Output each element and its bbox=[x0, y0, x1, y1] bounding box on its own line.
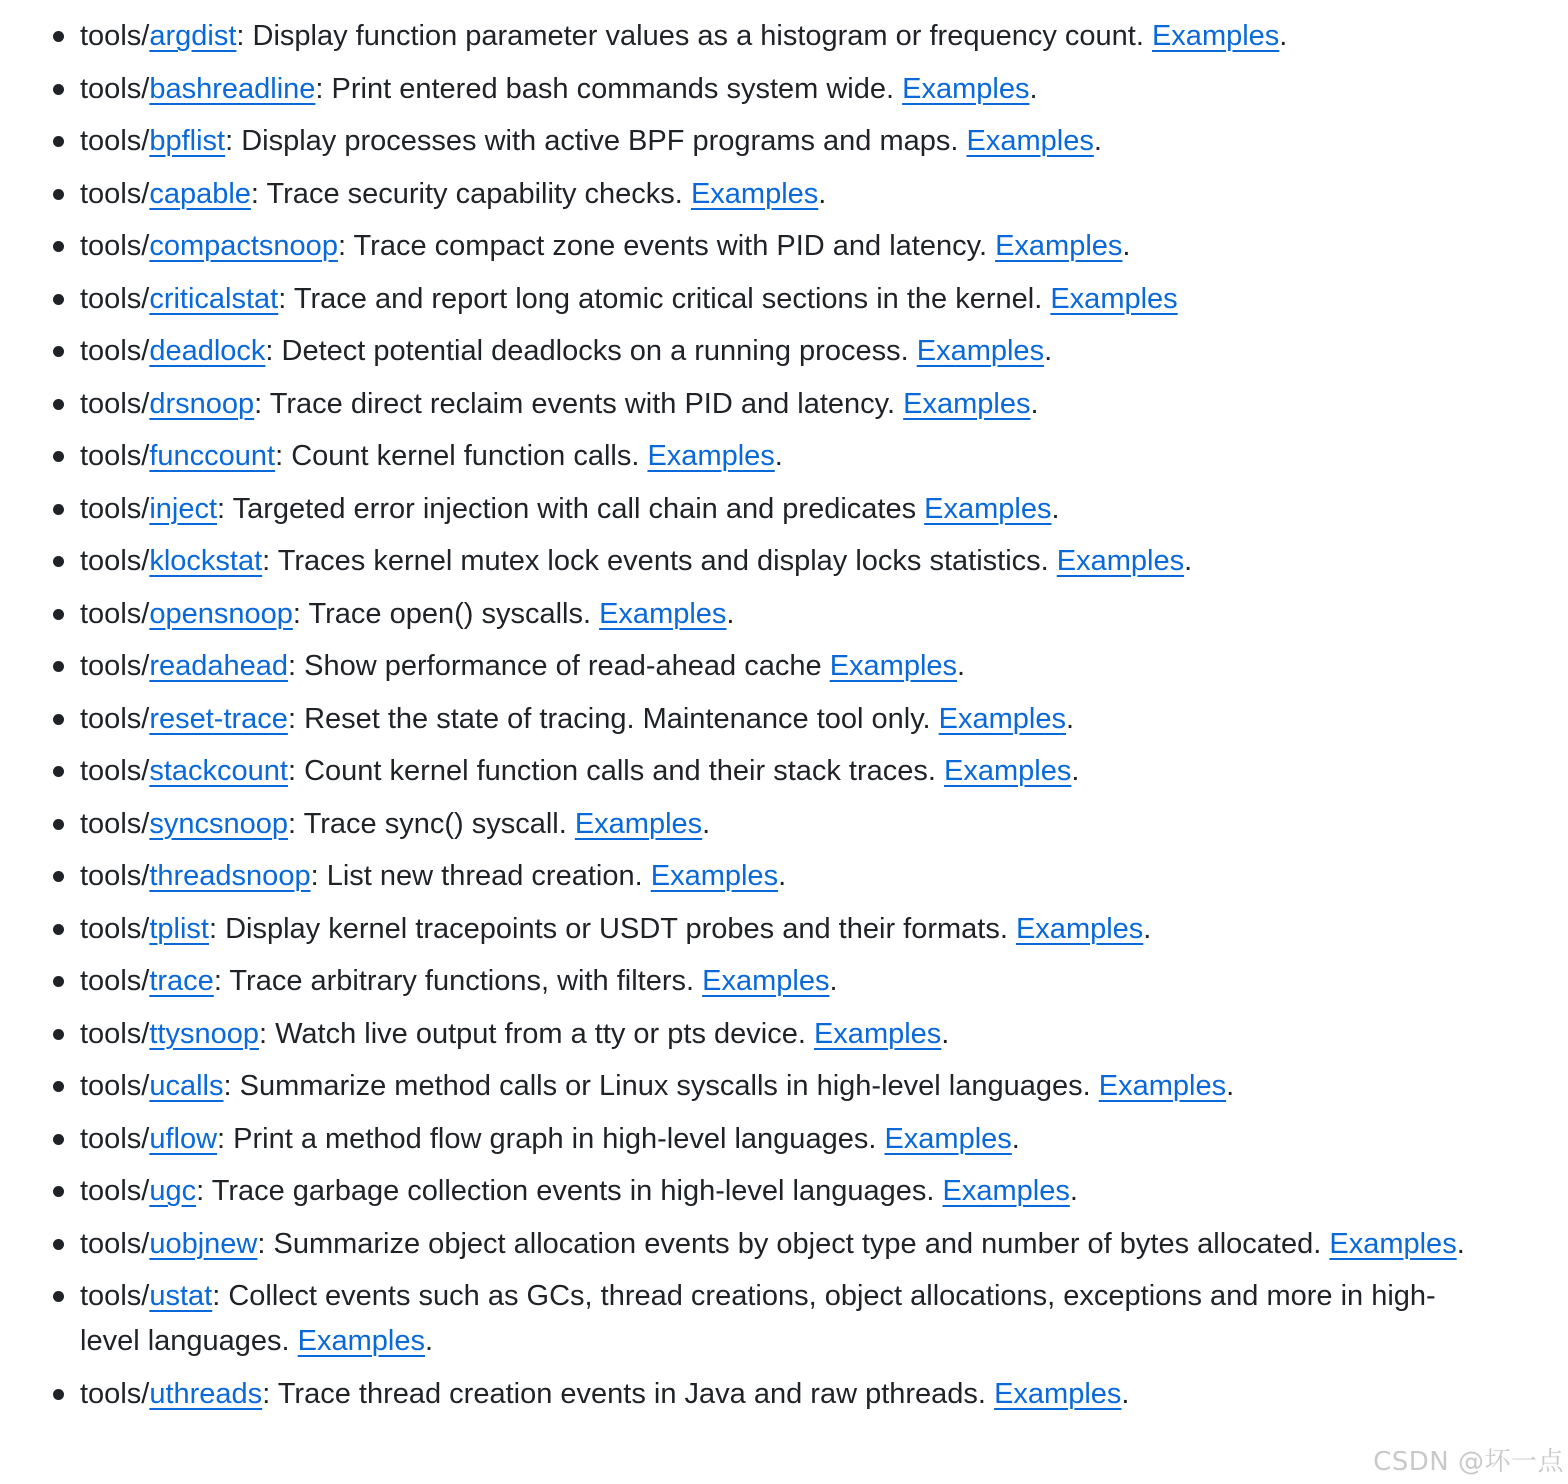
item-end: . bbox=[818, 177, 827, 210]
colon: : bbox=[278, 282, 294, 315]
list-item bbox=[0, 592, 1568, 637]
tool-link[interactable]: funccount bbox=[149, 440, 276, 472]
list-item bbox=[0, 382, 1568, 427]
list-item bbox=[0, 854, 1568, 899]
tool-description: Trace arbitrary functions, with filters. bbox=[229, 965, 695, 997]
tool-prefix: tools/ bbox=[80, 387, 150, 420]
tool-link[interactable]: uobjnew bbox=[149, 1227, 258, 1260]
tool-description: Display function parameter values as a histogram or frequency count. bbox=[252, 20, 1144, 52]
examples-link[interactable]: Examples bbox=[994, 1377, 1122, 1410]
bullet-icon bbox=[53, 31, 64, 42]
tool-description: Trace security capability checks. bbox=[266, 177, 683, 210]
examples-link[interactable]: Examples bbox=[599, 597, 727, 630]
tool-link[interactable]: bashreadline bbox=[149, 72, 316, 105]
tool-description: Detect potential deadlocks on a running process. bbox=[281, 335, 909, 367]
examples-link[interactable]: Examples bbox=[1050, 282, 1178, 315]
colon: : bbox=[236, 20, 253, 52]
bullet-icon bbox=[53, 556, 64, 567]
list-item bbox=[0, 277, 1568, 322]
colon: : bbox=[287, 702, 305, 735]
tool-prefix: tools/ bbox=[80, 912, 150, 945]
tool-link[interactable]: compactsnoop bbox=[149, 230, 338, 262]
item-end: . bbox=[702, 807, 711, 840]
list-item bbox=[0, 907, 1568, 952]
tool-description: Print entered bash commands system wide. bbox=[331, 72, 895, 105]
item-end: . bbox=[1143, 912, 1152, 945]
item-end: . bbox=[1029, 72, 1038, 105]
tool-link[interactable]: opensnoop bbox=[149, 597, 293, 630]
tool-link[interactable]: ustat bbox=[149, 1280, 213, 1312]
tool-description: Show performance of read-ahead cache bbox=[304, 650, 822, 682]
bullet-icon bbox=[53, 451, 64, 462]
bullet-icon bbox=[53, 1239, 64, 1250]
examples-link[interactable]: Examples bbox=[574, 807, 703, 840]
tool-prefix: tools/ bbox=[80, 230, 150, 262]
tool-link[interactable]: threadsnoop bbox=[149, 860, 311, 892]
examples-link[interactable]: Examples bbox=[829, 650, 958, 682]
examples-link[interactable]: Examples bbox=[1015, 912, 1144, 945]
tool-description: Watch live output from a tty or pts device. bbox=[275, 1017, 806, 1050]
bullet-icon bbox=[53, 399, 64, 410]
colon: : bbox=[217, 492, 233, 525]
item-end: . bbox=[1226, 1070, 1235, 1102]
colon: : bbox=[288, 650, 305, 682]
colon: : bbox=[213, 965, 230, 997]
watermark: CSDN @坏一点 bbox=[1373, 1447, 1564, 1477]
tool-prefix: tools/ bbox=[80, 282, 150, 315]
list-item bbox=[0, 224, 1568, 269]
examples-link[interactable]: Examples bbox=[903, 387, 1031, 420]
examples-link[interactable]: Examples bbox=[650, 860, 779, 892]
item-end: . bbox=[1122, 230, 1131, 262]
colon: : bbox=[315, 72, 332, 105]
list-item bbox=[0, 539, 1568, 584]
item-end: . bbox=[1121, 1377, 1130, 1410]
list-item bbox=[0, 1372, 1568, 1417]
bullet-icon bbox=[53, 714, 64, 725]
bullet-icon bbox=[53, 84, 64, 95]
tool-description: Count kernel function calls and their stack traces. bbox=[304, 755, 936, 787]
examples-link[interactable]: Examples bbox=[690, 177, 819, 210]
bullet-icon bbox=[53, 189, 64, 200]
bullet-icon bbox=[53, 1186, 64, 1197]
colon: : bbox=[262, 1377, 278, 1410]
item-end: . bbox=[1066, 702, 1075, 735]
examples-link[interactable]: Examples bbox=[1151, 20, 1280, 52]
examples-link[interactable]: Examples bbox=[944, 755, 1072, 787]
bullet-icon bbox=[53, 976, 64, 987]
colon: : bbox=[257, 1227, 274, 1260]
tool-description: Trace thread creation events in Java and raw pthreads. bbox=[277, 1377, 986, 1410]
examples-link[interactable]: Examples bbox=[938, 702, 1066, 735]
examples-link[interactable]: Examples bbox=[966, 125, 1094, 157]
examples-link[interactable]: Examples bbox=[995, 230, 1123, 262]
tool-prefix: tools/ bbox=[80, 755, 150, 787]
item-end: . bbox=[774, 440, 783, 472]
tool-link[interactable]: deadlock bbox=[149, 335, 266, 367]
tool-description: Summarize object allocation events by object type and number of bytes allocated. bbox=[273, 1227, 1322, 1260]
tool-prefix: tools/ bbox=[80, 125, 150, 157]
examples-link[interactable]: Examples bbox=[297, 1325, 425, 1357]
list-item bbox=[0, 1274, 1568, 1364]
list-item bbox=[0, 1169, 1568, 1214]
bullet-icon bbox=[53, 609, 64, 620]
list-item bbox=[0, 14, 1568, 59]
bullet-icon bbox=[53, 871, 64, 882]
list-item bbox=[0, 959, 1568, 1004]
tool-description: Count kernel function calls. bbox=[291, 440, 640, 472]
colon: : bbox=[265, 335, 282, 367]
list-item bbox=[0, 172, 1568, 217]
examples-link[interactable]: Examples bbox=[813, 1017, 942, 1050]
tool-link[interactable]: trace bbox=[149, 965, 214, 997]
bullet-icon bbox=[53, 346, 64, 357]
bullet-icon bbox=[53, 766, 64, 777]
item-end: . bbox=[1044, 335, 1053, 367]
list-item bbox=[0, 644, 1568, 689]
list-item bbox=[0, 802, 1568, 847]
tool-link[interactable]: criticalstat bbox=[149, 282, 279, 315]
tool-description: Trace garbage collection events in high-level languages. bbox=[211, 1175, 935, 1207]
tool-description: Trace direct reclaim events with PID and latency. bbox=[269, 387, 896, 420]
tool-link[interactable]: inject bbox=[149, 492, 218, 525]
item-end: . bbox=[941, 1017, 950, 1050]
tool-prefix: tools/ bbox=[80, 965, 150, 997]
bullet-icon bbox=[53, 1291, 64, 1302]
list-item bbox=[0, 329, 1568, 374]
colon: : bbox=[262, 545, 278, 577]
item-end: . bbox=[829, 965, 838, 997]
item-end: . bbox=[1011, 1122, 1020, 1155]
tool-link[interactable]: reset-trace bbox=[149, 702, 288, 735]
colon: : bbox=[217, 1122, 234, 1155]
item-end: . bbox=[726, 597, 735, 630]
bullet-icon bbox=[53, 924, 64, 935]
tool-prefix: tools/ bbox=[80, 1070, 150, 1102]
examples-link[interactable]: Examples bbox=[924, 492, 1052, 525]
tool-link[interactable]: stackcount bbox=[149, 755, 288, 787]
bullet-icon bbox=[53, 1081, 64, 1092]
tool-link[interactable]: syncsnoop bbox=[149, 807, 288, 840]
tool-prefix: tools/ bbox=[80, 1280, 150, 1312]
tool-link[interactable]: capable bbox=[149, 177, 251, 210]
tool-prefix: tools/ bbox=[80, 1377, 150, 1410]
tool-description: Display kernel tracepoints or USDT probes and their formats. bbox=[225, 912, 1008, 945]
tool-description: Trace compact zone events with PID and latency. bbox=[353, 230, 988, 262]
item-end: . bbox=[1071, 755, 1080, 787]
tool-description: Print a method flow graph in high-level languages. bbox=[233, 1122, 877, 1155]
tool-description: Targeted error injection with call chain and predicates bbox=[232, 492, 917, 525]
colon: : bbox=[223, 1070, 240, 1102]
tool-link[interactable]: uflow bbox=[149, 1122, 218, 1155]
item-end: . bbox=[1093, 125, 1102, 157]
colon: : bbox=[225, 125, 242, 157]
colon: : bbox=[212, 1280, 229, 1312]
tool-description: Traces kernel mutex lock events and display locks statistics. bbox=[277, 545, 1049, 577]
colon: : bbox=[287, 755, 305, 787]
tool-description: Reset the state of tracing. Maintenance tool only. bbox=[304, 702, 931, 735]
colon: : bbox=[275, 440, 292, 472]
bullet-icon bbox=[53, 819, 64, 830]
list-item bbox=[0, 67, 1568, 112]
list-item bbox=[0, 749, 1568, 794]
item-end: . bbox=[425, 1325, 434, 1357]
tool-link[interactable]: uthreads bbox=[149, 1377, 263, 1410]
tool-description: Summarize method calls or Linux syscalls in high-level languages. bbox=[239, 1070, 1091, 1102]
list-item bbox=[0, 1064, 1568, 1109]
examples-link[interactable]: Examples bbox=[942, 1175, 1070, 1207]
tool-prefix: tools/ bbox=[80, 545, 150, 577]
bullet-icon bbox=[53, 504, 64, 515]
list-item bbox=[0, 1222, 1568, 1267]
list-item bbox=[0, 487, 1568, 532]
colon: : bbox=[250, 177, 267, 210]
colon: : bbox=[254, 387, 270, 420]
examples-link[interactable]: Examples bbox=[916, 335, 1045, 367]
tool-description: Collect events such as GCs, thread creations, object allocations, exceptions and more in high-level languages. bbox=[80, 1280, 1436, 1357]
tool-prefix: tools/ bbox=[80, 650, 150, 682]
bullet-icon bbox=[53, 1389, 64, 1400]
tool-prefix: tools/ bbox=[80, 440, 150, 472]
examples-link[interactable]: Examples bbox=[1098, 1070, 1227, 1102]
tool-prefix: tools/ bbox=[80, 1175, 150, 1207]
tool-prefix: tools/ bbox=[80, 702, 150, 735]
colon: : bbox=[258, 1017, 276, 1050]
bullet-icon bbox=[53, 1134, 64, 1145]
tool-link[interactable]: tplist bbox=[149, 912, 209, 945]
tool-prefix: tools/ bbox=[80, 72, 150, 105]
bullet-icon bbox=[53, 241, 64, 252]
colon: : bbox=[196, 1175, 212, 1207]
colon: : bbox=[310, 860, 327, 892]
bullet-icon bbox=[53, 136, 64, 147]
bullet-icon bbox=[53, 1029, 64, 1040]
tool-description: Trace and report long atomic critical sections in the kernel. bbox=[293, 282, 1043, 315]
item-end: . bbox=[1030, 387, 1039, 420]
examples-link[interactable]: Examples bbox=[902, 72, 1030, 105]
tool-link[interactable]: ttysnoop bbox=[149, 1017, 259, 1050]
list-item bbox=[0, 434, 1568, 479]
bullet-icon bbox=[53, 661, 64, 672]
tool-link[interactable]: argdist bbox=[149, 20, 237, 52]
tool-prefix: tools/ bbox=[80, 1227, 150, 1260]
colon: : bbox=[287, 807, 304, 840]
list-item bbox=[0, 697, 1568, 742]
tool-link[interactable]: bpflist bbox=[149, 125, 226, 157]
colon: : bbox=[292, 597, 309, 630]
tool-link[interactable]: ucalls bbox=[149, 1070, 224, 1102]
tool-description: Trace open() syscalls. bbox=[308, 597, 592, 630]
tool-prefix: tools/ bbox=[80, 1017, 150, 1050]
tool-prefix: tools/ bbox=[80, 1122, 150, 1155]
tool-prefix: tools/ bbox=[80, 177, 150, 210]
examples-link[interactable]: Examples bbox=[884, 1122, 1012, 1155]
item-end: . bbox=[778, 860, 787, 892]
tool-description: Trace sync() syscall. bbox=[303, 807, 567, 840]
item-end: . bbox=[1279, 20, 1288, 52]
bullet-icon bbox=[53, 294, 64, 305]
examples-link[interactable]: Examples bbox=[702, 965, 830, 997]
list-item bbox=[0, 119, 1568, 164]
tool-prefix: tools/ bbox=[80, 807, 150, 840]
tool-prefix: tools/ bbox=[80, 335, 150, 367]
tool-link[interactable]: ugc bbox=[149, 1175, 197, 1207]
item-end: . bbox=[1069, 1175, 1078, 1207]
tool-link[interactable]: drsnoop bbox=[149, 387, 255, 420]
examples-link[interactable]: Examples bbox=[1329, 1227, 1457, 1260]
tool-prefix: tools/ bbox=[80, 20, 150, 52]
list-item bbox=[0, 1117, 1568, 1162]
tool-description: Display processes with active BPF programs and maps. bbox=[241, 125, 959, 157]
tool-prefix: tools/ bbox=[80, 492, 150, 525]
item-end: . bbox=[1456, 1227, 1465, 1260]
tool-prefix: tools/ bbox=[80, 597, 150, 630]
tool-description: List new thread creation. bbox=[326, 860, 643, 892]
tool-prefix: tools/ bbox=[80, 860, 150, 892]
item-end: . bbox=[957, 650, 966, 682]
list-item bbox=[0, 1012, 1568, 1057]
colon: : bbox=[337, 230, 354, 262]
examples-link[interactable]: Examples bbox=[647, 440, 775, 472]
tool-link[interactable]: klockstat bbox=[149, 545, 263, 577]
item-end: . bbox=[1051, 492, 1060, 525]
item-end: . bbox=[1184, 545, 1193, 577]
colon: : bbox=[208, 912, 226, 945]
tool-link[interactable]: readahead bbox=[149, 650, 289, 682]
examples-link[interactable]: Examples bbox=[1056, 545, 1185, 577]
